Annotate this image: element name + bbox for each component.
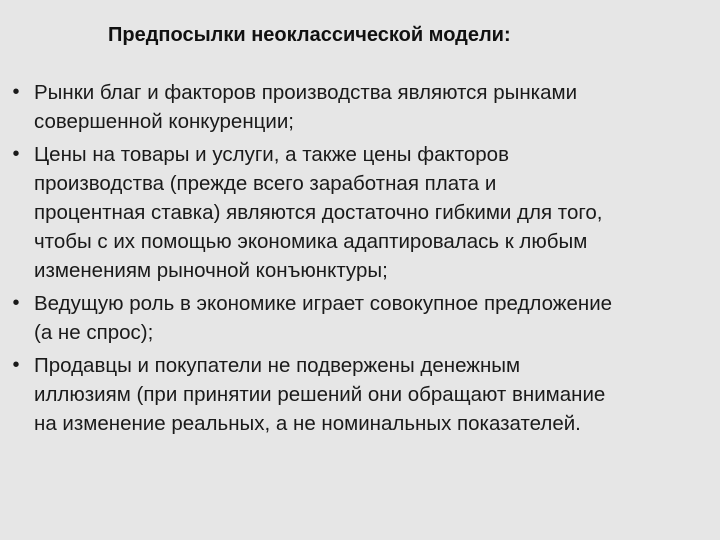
bullet-item <box>6 140 714 285</box>
bullet-text: Продавцы и покупатели не подвержены денежным иллюзиям (при принятии решений они обращают внимание на изменение реальных, а не номинальных показателей. <box>34 354 606 435</box>
bullet-dot-icon: • <box>12 143 20 165</box>
bullet-list <box>6 78 714 442</box>
bullet-dot-icon: • <box>12 81 20 103</box>
bullet-item <box>6 351 714 438</box>
slide-title: Предпосылки неоклассической модели: <box>108 24 511 46</box>
bullet-text: Цены на товары и услуги, а также цены факторов производства (прежде всего заработная плата и процентная ставка) являются достаточно гибкими для того, чтобы с их помощью экономика адаптировалась к любым изменениям рыночной конъюнктуры; <box>34 143 603 282</box>
bullet-text: Ведущую роль в экономике играет совокупное предложение (а не спрос); <box>34 292 613 344</box>
bullet-text: Рынки благ и факторов производства являются рынками совершенной конкуренции; <box>34 81 578 133</box>
bullet-dot-icon: • <box>12 354 20 376</box>
bullet-item <box>6 78 714 136</box>
bullet-item <box>6 289 714 347</box>
bullet-dot-icon: • <box>12 292 20 314</box>
